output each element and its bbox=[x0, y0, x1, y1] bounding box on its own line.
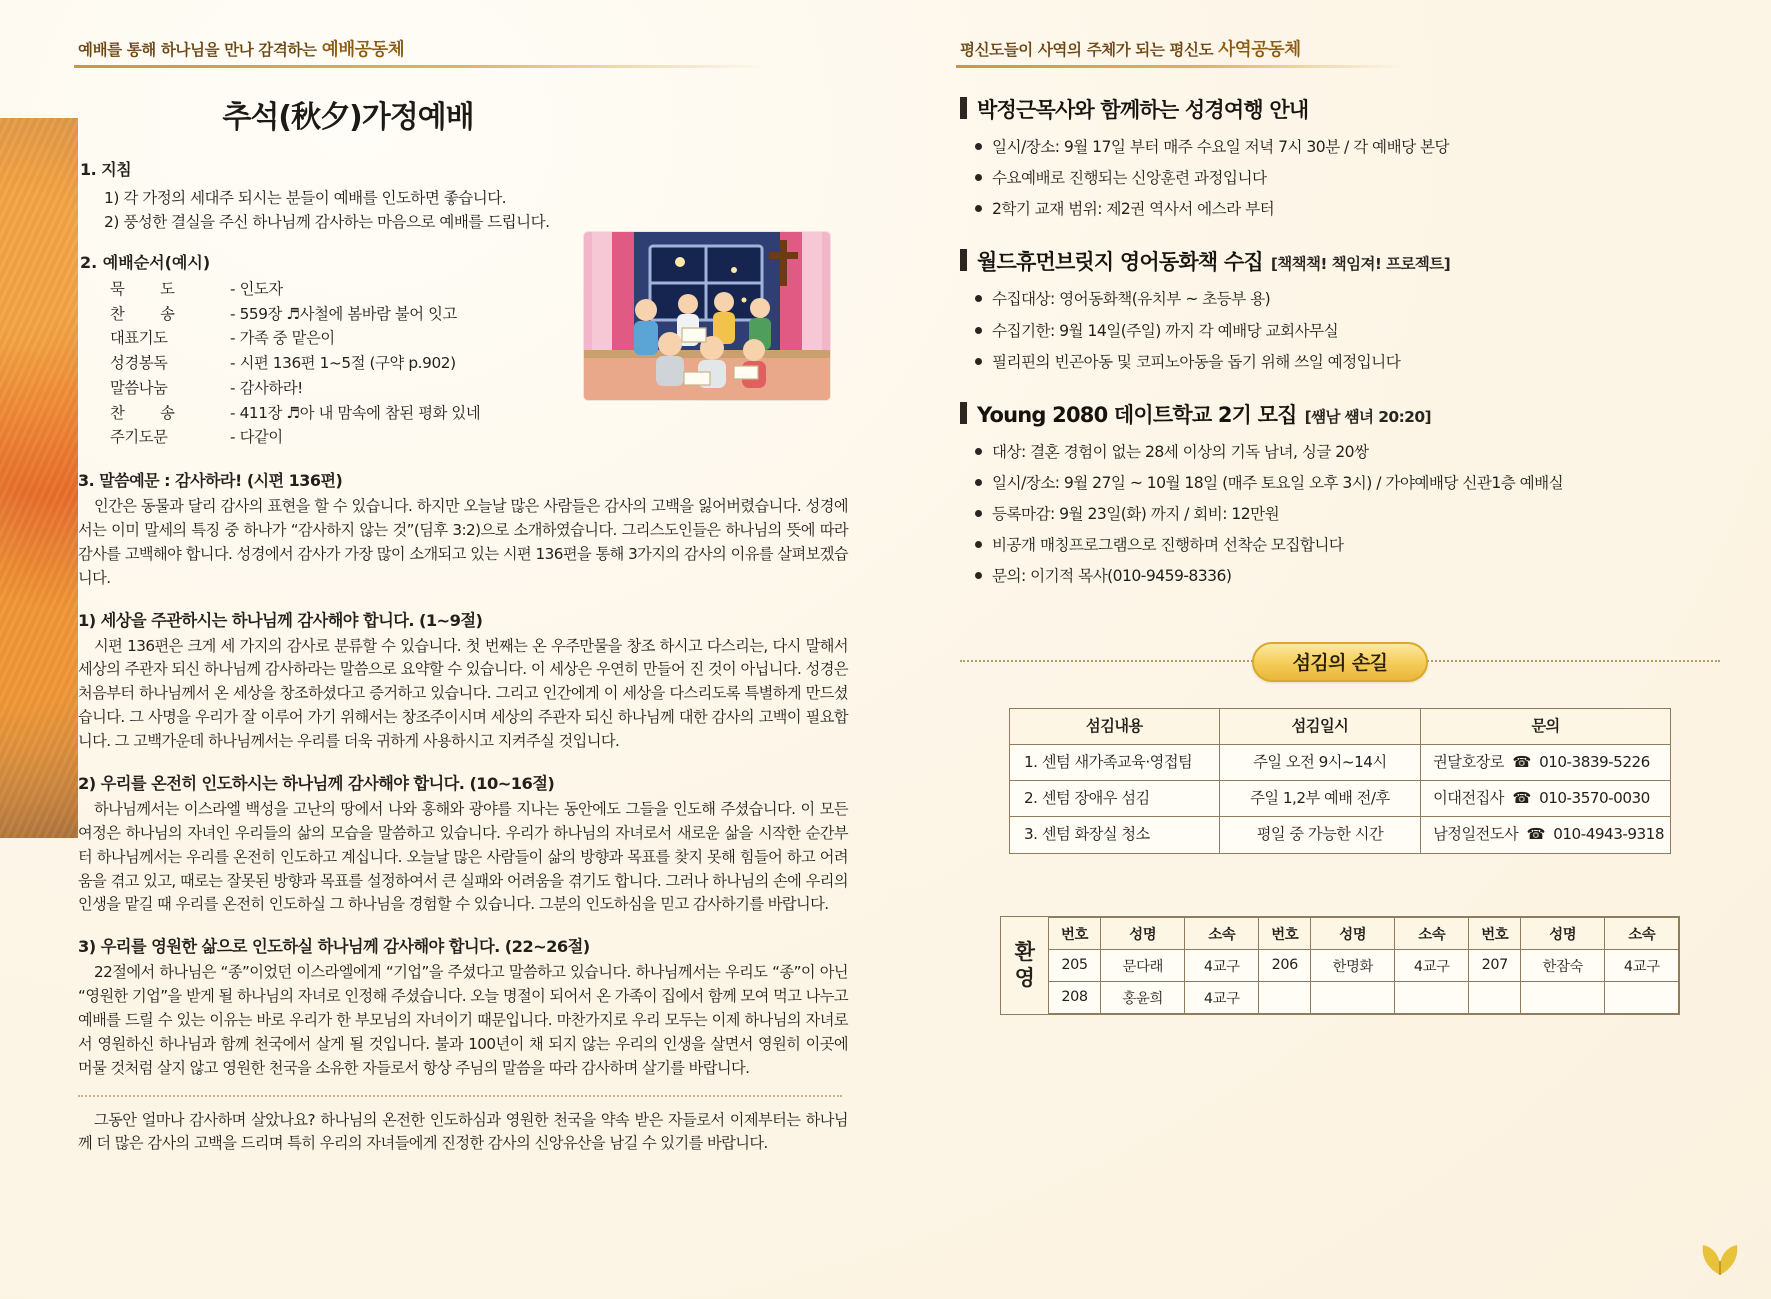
cell: 한명화 bbox=[1311, 949, 1395, 981]
right-banner-small: 평신도들이 사역의 주체가 되는 평신도 bbox=[960, 41, 1214, 59]
table-row bbox=[1010, 744, 1671, 780]
guideline-item-1: 1) 각 가정의 세대주 되시는 분들이 예배를 인도하면 좋습니다. bbox=[104, 188, 507, 207]
order-value: - 559장 ♬사철에 봄바람 불어 잇고 bbox=[230, 304, 457, 323]
title-bar-marker bbox=[960, 249, 967, 271]
serve-contact-name: 남정일전도사 bbox=[1433, 825, 1519, 844]
notice-item-list bbox=[974, 288, 1720, 372]
notice-block-book-collection bbox=[960, 246, 1720, 372]
cell: 205 bbox=[1049, 949, 1101, 981]
sermon-heading: 3. 말씀예문 : 감사하라! (시편 136편) bbox=[78, 471, 343, 491]
serve-contact bbox=[1421, 744, 1671, 780]
family-worship-illustration bbox=[584, 232, 830, 400]
serve-contact-name: 이대전집사 bbox=[1433, 789, 1504, 808]
order-value: - 411장 ♬아 내 맘속에 참된 평화 있네 bbox=[230, 403, 481, 422]
notice-block-date-school bbox=[960, 399, 1720, 588]
serve-contact-phone: 010-3570-0030 bbox=[1539, 789, 1650, 808]
col-header-name: 성명 bbox=[1101, 917, 1185, 949]
phone-icon: ☎ bbox=[1512, 752, 1531, 771]
phone-icon: ☎ bbox=[1512, 789, 1531, 808]
notice-title: 월드휴먼브릿지 영어동화책 수집 bbox=[977, 250, 1263, 275]
serve-contact-name: 권달호장로 bbox=[1433, 752, 1504, 771]
list-item: 일시/장소: 9월 27일 ~ 10월 18일 (매주 토요일 오후 3시) / 가야예배당 신관1층 예배실 bbox=[974, 472, 1720, 494]
banner-rule bbox=[74, 65, 768, 68]
cell: 4교구 bbox=[1395, 949, 1469, 981]
point-1-heading: 1) 세상을 주관하시는 하나님께 감사해야 합니다. (1~9절) bbox=[78, 610, 483, 630]
phone-icon: ☎ bbox=[1526, 825, 1545, 844]
point-3 bbox=[78, 933, 848, 1080]
welcome-table bbox=[1049, 917, 1680, 1014]
order-row bbox=[110, 425, 848, 450]
point-1 bbox=[78, 607, 848, 754]
serve-when: 평일 중 가능한 시간 bbox=[1219, 817, 1420, 853]
order-value: - 가족 중 맡은이 bbox=[230, 329, 335, 348]
col-header-group: 소속 bbox=[1605, 917, 1679, 949]
leaf-ornament-icon bbox=[1697, 1237, 1743, 1277]
sermon-section bbox=[78, 468, 848, 590]
col-header-content: 섬김내용 bbox=[1010, 708, 1220, 744]
notice-title-row bbox=[960, 246, 1720, 276]
welcome-label-line2: 영 bbox=[1014, 966, 1034, 991]
serve-content: 3. 센텀 화장실 청소 bbox=[1010, 817, 1220, 853]
serve-contact-phone: 010-4943-9318 bbox=[1553, 825, 1664, 844]
notice-title-row bbox=[960, 94, 1720, 124]
cell bbox=[1395, 981, 1469, 1013]
left-column bbox=[78, 0, 848, 1169]
col-header-group: 소속 bbox=[1185, 917, 1259, 949]
right-banner-strong: 사역공동체 bbox=[1218, 40, 1301, 60]
cell: 208 bbox=[1049, 981, 1101, 1013]
col-header-contact: 문의 bbox=[1421, 708, 1671, 744]
list-item: 비공개 매칭프로그램으로 진행하며 선착순 모집합니다 bbox=[974, 534, 1720, 556]
point-1-paragraph: 시편 136편은 크게 세 가지의 감사로 분류할 수 있습니다. 첫 번째는 온 우주만물을 창조 하시고 다스리는, 다시 말해서 세상의 주관자 되신 하나님께 감사하라는 말씀으로 요약할 수 있습니다. 이 세상은 우연히 만들어 진 것이 아닙니다. 성경은 처음부터 하나님께서 온 세상을 창조하셨다고 증거하고 있습니다. 그리고 인간에게 이 세상을 다스리도록 특별하게 만드셨습니다. 그 사명을 우리가 잘 이루어 가기 위해서는 창조주이시며 세상의 주관자 되신 하나님께 대한 감사의 고백이 필요합니다. 그 고백가운데 하나님께서는 우리를 더욱 귀하게 사용하시고 지켜주실 것입니다. bbox=[78, 636, 848, 751]
left-banner-strong: 예배공동체 bbox=[321, 40, 405, 60]
notice-title: 박정근목사와 함께하는 성경여행 안내 bbox=[977, 98, 1309, 122]
order-key: 찬 송 bbox=[110, 403, 175, 422]
welcome-box bbox=[1000, 916, 1681, 1015]
welcome-section bbox=[960, 916, 1720, 1015]
guideline-item-2: 2) 풍성한 결실을 주신 하나님께 감사하는 마음으로 예배를 드립니다. bbox=[104, 212, 550, 231]
guideline-heading: 1. 지침 bbox=[80, 160, 132, 179]
serve-content: 1. 센텀 새가족교육·영접팀 bbox=[1010, 744, 1220, 780]
cell: 문다래 bbox=[1101, 949, 1185, 981]
decorative-fruit-photo bbox=[0, 118, 78, 838]
order-key: 찬 송 bbox=[110, 304, 175, 323]
order-row bbox=[110, 401, 848, 426]
point-2-heading: 2) 우리를 온전히 인도하시는 하나님께 감사해야 합니다. (10~16절) bbox=[78, 773, 555, 793]
cell bbox=[1259, 981, 1311, 1013]
table-row bbox=[1049, 949, 1679, 981]
order-key: 주기도문 bbox=[110, 428, 168, 447]
point-3-heading: 3) 우리를 영원한 삶으로 인도하실 하나님께 감사해야 합니다. (22~26절) bbox=[78, 937, 590, 957]
col-header-when: 섬김일시 bbox=[1219, 708, 1420, 744]
table-header-row bbox=[1010, 708, 1671, 744]
dotted-divider bbox=[78, 1095, 842, 1097]
serve-when: 주일 오전 9시~14시 bbox=[1219, 744, 1420, 780]
cell: 207 bbox=[1469, 949, 1521, 981]
notice-tag: [책책책! 책임져! 프로젝트] bbox=[1270, 255, 1451, 274]
serve-content: 2. 센텀 장애우 섬김 bbox=[1010, 781, 1220, 817]
serving-table bbox=[1009, 708, 1671, 854]
cell: 한잠숙 bbox=[1521, 949, 1605, 981]
cell: 4교구 bbox=[1605, 949, 1679, 981]
col-header-no: 번호 bbox=[1049, 917, 1101, 949]
order-value: - 다같이 bbox=[230, 428, 283, 447]
table-row bbox=[1010, 781, 1671, 817]
notice-title: Young 2080 데이트학교 2기 모집 bbox=[977, 402, 1297, 427]
col-header-name: 성명 bbox=[1521, 917, 1605, 949]
list-item: 필리핀의 빈곤아동 및 코피노아동을 돕기 위해 쓰일 예정입니다 bbox=[974, 351, 1720, 373]
welcome-label-line1: 환 bbox=[1014, 939, 1034, 964]
list-item: 등록마감: 9월 23일(화) 까지 / 회비: 12만원 bbox=[974, 503, 1720, 525]
table-header-row bbox=[1049, 917, 1679, 949]
right-section-banner bbox=[960, 36, 1400, 68]
order-value: - 감사하라! bbox=[230, 378, 303, 397]
notice-item-list bbox=[974, 441, 1720, 588]
guideline-section bbox=[78, 158, 848, 234]
list-item: 수요예배로 진행되는 신앙훈련 과정입니다 bbox=[974, 167, 1720, 189]
closing-paragraph: 그동안 얼마나 감사하며 살았나요? 하나님의 온전한 인도하심과 영원한 천국을 약속 받은 자들로서 이제부터는 하나님께 더 많은 감사의 고백을 드리며 특히 우리의 자녀들에게 진정한 감사의 신앙유산을 남길 수 있기를 바랍니다. bbox=[78, 1110, 848, 1153]
serve-contact bbox=[1421, 781, 1671, 817]
order-key: 대표기도 bbox=[110, 329, 168, 348]
title-bar-marker bbox=[960, 97, 967, 119]
list-item: 일시/장소: 9월 17일 부터 매주 수요일 저녁 7시 30분 / 각 예배당 본당 bbox=[974, 136, 1720, 158]
order-key: 말씀나눔 bbox=[110, 378, 168, 397]
table-row bbox=[1010, 817, 1671, 853]
point-2-paragraph: 하나님께서는 이스라엘 백성을 고난의 땅에서 나와 홍해와 광야를 지나는 동안에도 그들을 인도해 주셨습니다. 이 모든 여정은 하나님의 자녀인 우리들의 삶의 모습을 말씀하고 있습니다. 우리가 하나님의 자녀로서 새로운 삶을 시작한 순간부터 하나님께서는 우리를 온전히 인도하고 계십니다. 오늘날 많은 사람들이 삶의 방향과 목표를 찾지 못해 힘들어 하고 어려움을 겪고 있고, 때로는 잘못된 방향과 목표를 설정하여서 큰 실패와 어려움을 겪기도 합니다. 그러나 하나님의 손에 우리의 인생을 맡길 때 우리를 온전히 인도하실 그 하나님을 경험할 수 있습니다. 그분의 인도하심을 믿고 감사하기를 바랍니다. bbox=[78, 799, 848, 914]
notice-item-list bbox=[974, 136, 1720, 220]
order-key: 묵 도 bbox=[110, 279, 175, 298]
list-item: 2학기 교재 범위: 제2권 역사서 에스라 부터 bbox=[974, 198, 1720, 220]
cell: 4교구 bbox=[1185, 981, 1259, 1013]
list-item: 대상: 결혼 경험이 없는 28세 이상의 기독 남녀, 싱글 20쌍 bbox=[974, 441, 1720, 463]
list-item: 수집대상: 영어동화책(유치부 ~ 초등부 용) bbox=[974, 288, 1720, 310]
right-column bbox=[960, 0, 1720, 1015]
table-row bbox=[1049, 981, 1679, 1013]
list-item: 수집기한: 9월 14일(주일) 까지 각 예배당 교회사무실 bbox=[974, 320, 1720, 342]
list-item: 문의: 이기적 목사(010-9459-8336) bbox=[974, 565, 1720, 587]
cell: 206 bbox=[1259, 949, 1311, 981]
cell bbox=[1311, 981, 1395, 1013]
notice-title-row bbox=[960, 399, 1720, 429]
serve-contact-phone: 010-3839-5226 bbox=[1539, 752, 1650, 771]
left-section-banner bbox=[78, 36, 768, 68]
serving-title-pill: 섬김의 손길 bbox=[1252, 642, 1428, 682]
cell: 4교구 bbox=[1185, 949, 1259, 981]
col-header-no: 번호 bbox=[1259, 917, 1311, 949]
serve-when: 주일 1,2부 예배 전/후 bbox=[1219, 781, 1420, 817]
cell bbox=[1605, 981, 1679, 1013]
order-value: - 시편 136편 1~5절 (구약 p.902) bbox=[230, 354, 456, 373]
banner-rule bbox=[956, 65, 1400, 68]
order-heading: 2. 예배순서(예시) bbox=[80, 252, 211, 272]
page-title: 추석(秋夕)가정예배 bbox=[222, 100, 474, 135]
cell bbox=[1469, 981, 1521, 1013]
point-3-paragraph: 22절에서 하나님은 “종”이었던 이스라엘에게 “기업”을 주셨다고 말씀하고 있습니다. 하나님께서는 우리도 “종”이 아닌 “영원한 기업”을 받게 될 하나님의 자녀로 인정해 주셨습니다. 오늘 명절이 되어서 온 가족이 집에서 함께 모여 먹고 나누고 예배를 드릴 수 있는 이유는 바로 우리가 한 부모님의 자녀이기 때문입니다. 마찬가지로 우리 모두는 이제 하나님의 자녀로서 영원하신 하나님과 함께 천국에서 살게 될 것입니다. 불과 100년이 채 되지 않는 우리의 인생을 살면서 영원히 이곳에 머물 것처럼 살지 않고 영원한 천국을 소유한 자들로서 항상 주님의 말씀을 따라 감사하며 살기를 바랍니다. bbox=[78, 963, 848, 1077]
sermon-intro-paragraph: 인간은 동물과 달리 감사의 표현을 할 수 있습니다. 하지만 오늘날 많은 사람들은 감사의 고백을 잃어버렸습니다. 성경에서는 이미 말세의 특징 중 하나가 “감사하지 않는 것”(딤후 3:2)으로 소개하였습니다. 그리스도인들은 하나님의 뜻에 따라 감사를 고백해야 합니다. 성경에서 감사가 가장 많이 소개되고 있는 시편 136편을 통해 3가지의 감사의 이유를 살펴보겠습니다. bbox=[78, 497, 848, 587]
order-key: 성경봉독 bbox=[110, 354, 168, 373]
welcome-label bbox=[1001, 917, 1049, 1014]
serving-section bbox=[960, 642, 1720, 854]
title-bar-marker bbox=[960, 402, 967, 424]
notice-block-bible-journey bbox=[960, 94, 1720, 220]
order-value: - 인도자 bbox=[230, 279, 283, 298]
cell bbox=[1521, 981, 1605, 1013]
col-header-name: 성명 bbox=[1311, 917, 1395, 949]
notice-tag: [썜남 썜녀 20:20] bbox=[1304, 407, 1432, 426]
col-header-group: 소속 bbox=[1395, 917, 1469, 949]
left-banner-small: 예배를 통해 하나님을 만나 감격하는 bbox=[78, 41, 317, 59]
point-2 bbox=[78, 770, 848, 917]
serve-contact bbox=[1421, 817, 1671, 853]
col-header-no: 번호 bbox=[1469, 917, 1521, 949]
cell: 홍윤희 bbox=[1101, 981, 1185, 1013]
